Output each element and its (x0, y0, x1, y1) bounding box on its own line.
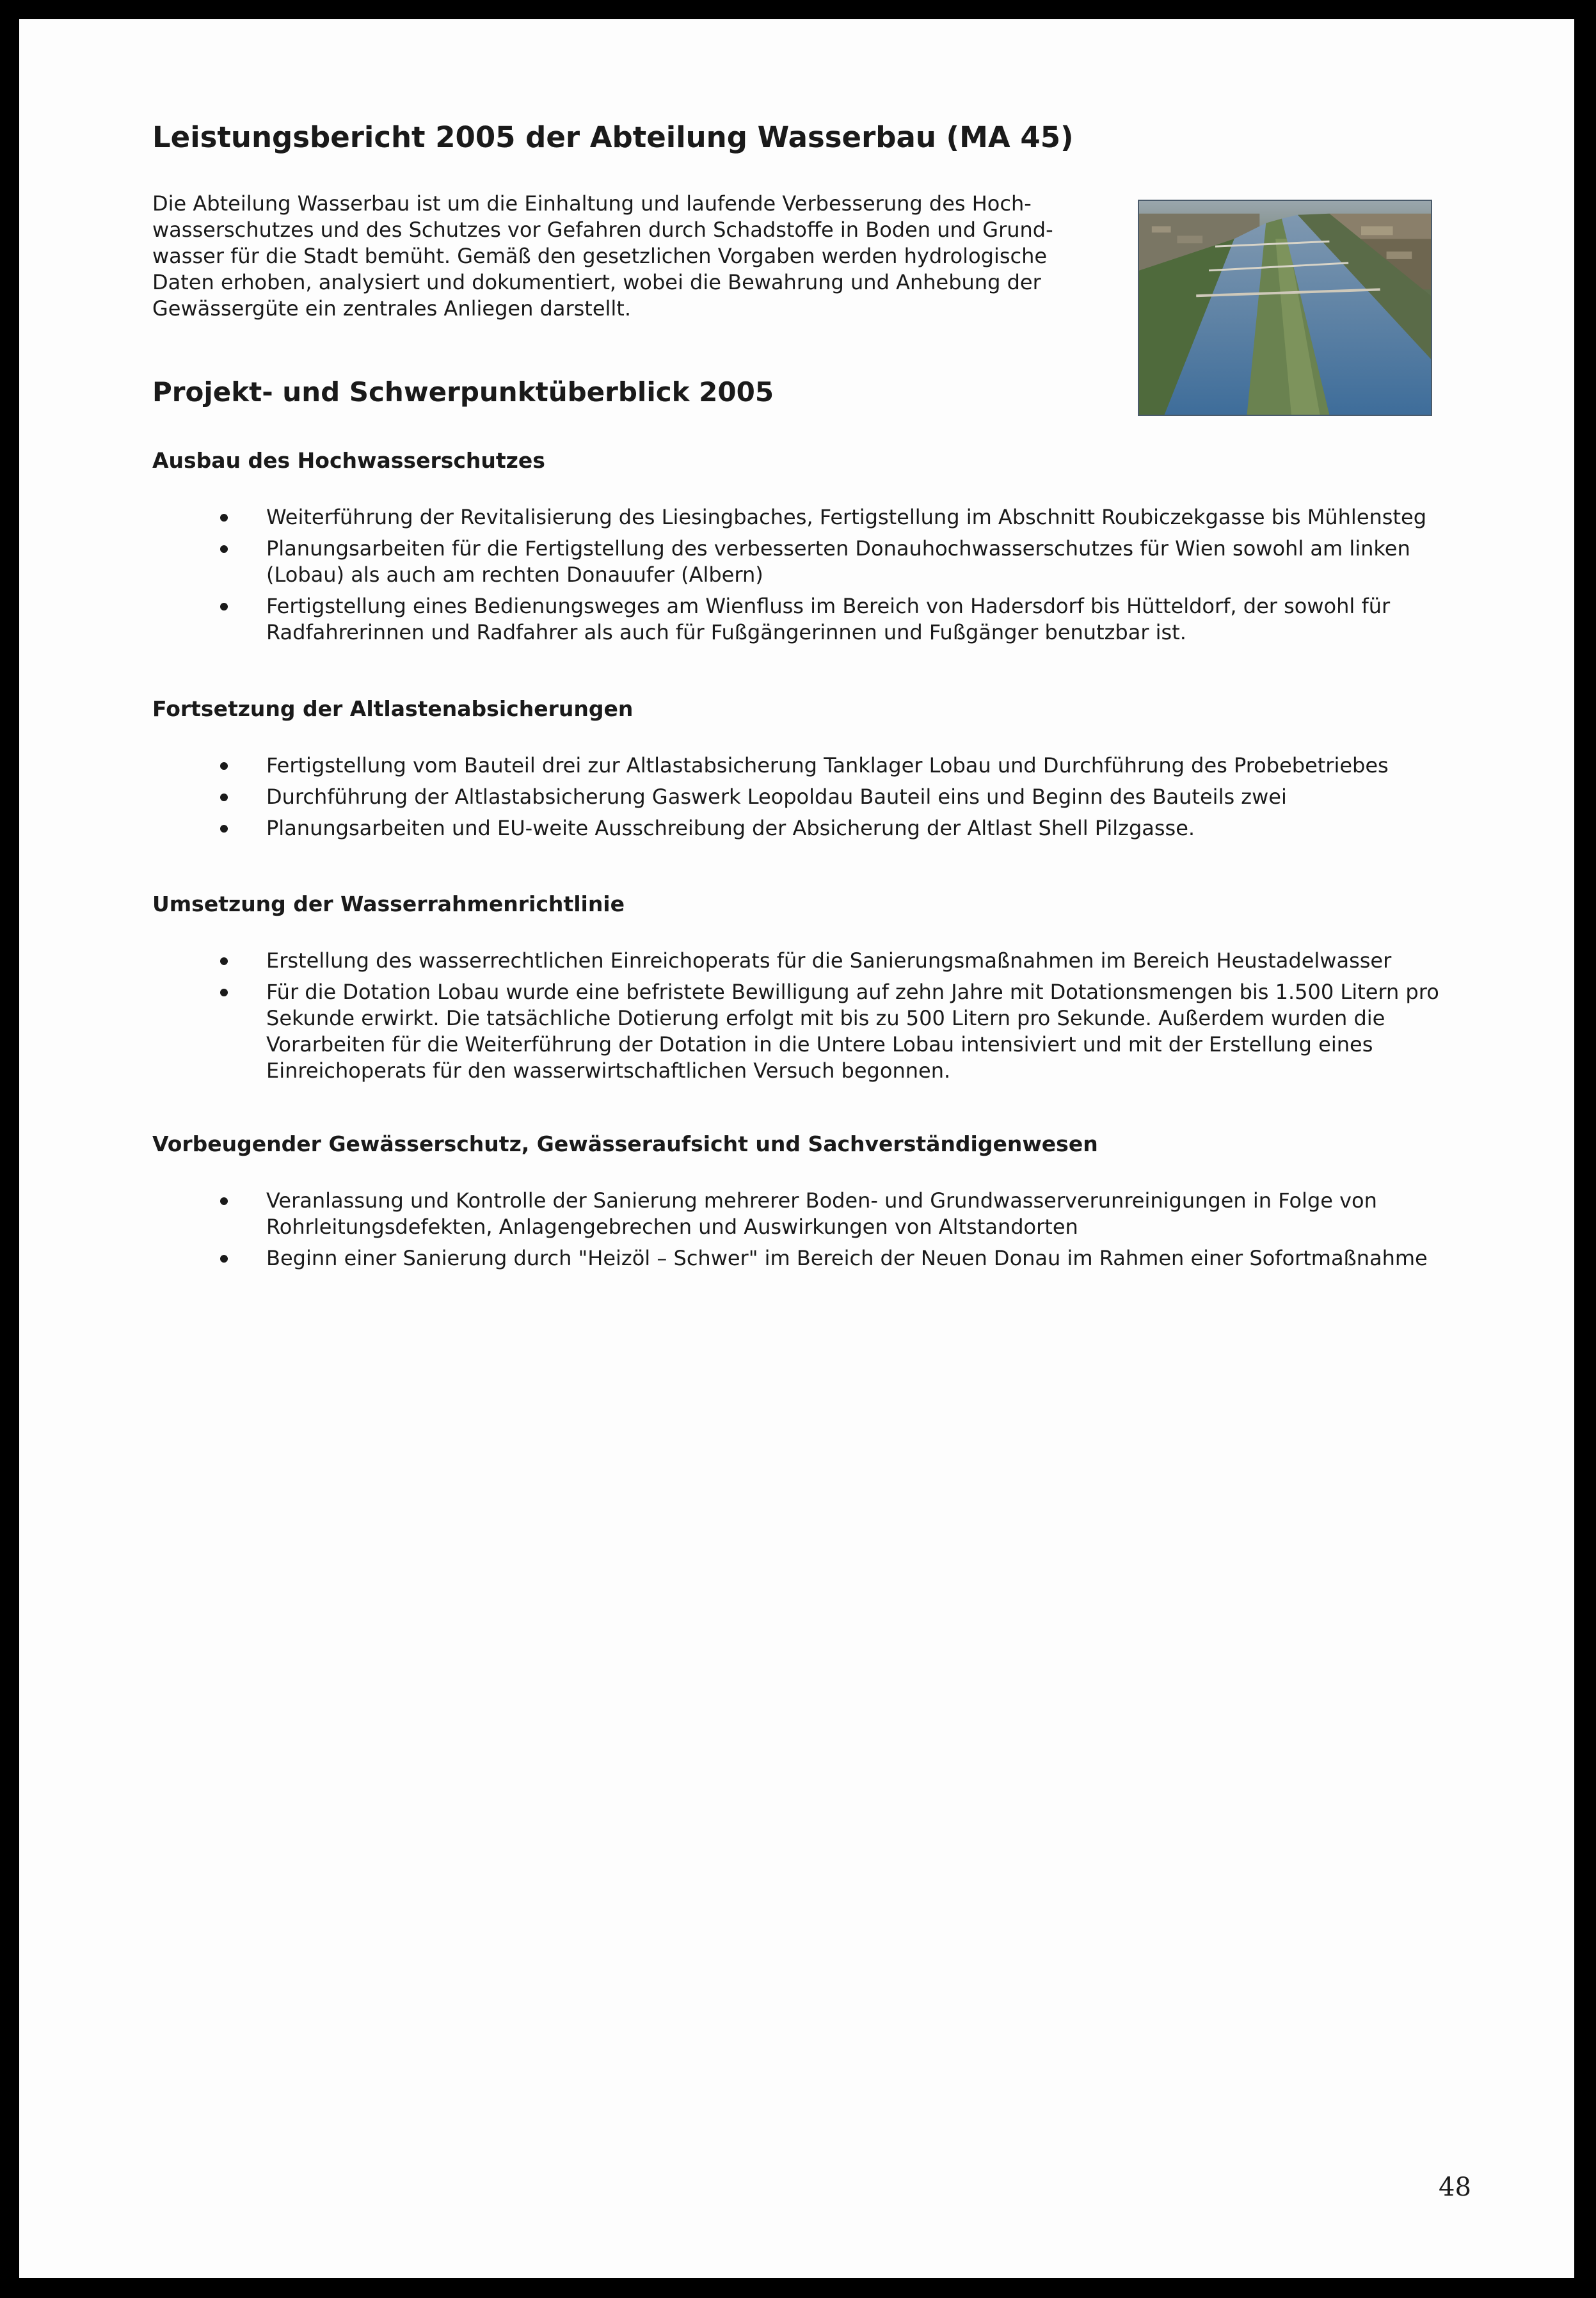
intro-paragraph: Die Abteilung Wasserbau ist um die Einhaltung und laufende Verbesserung des Hoch-wasserschutzes und des Schutzes vor Gefahren durch Schadstoffe in Boden und Grund-wasser für die Stadt bemüht. Gemäß den gesetzlichen Vorgaben werden hydrologische Daten erhoben, analysiert und dokumentiert, wobei die Bewahrung und Anhebung der Gewässergüte ein zentrales Anliegen darstellt. (152, 191, 1053, 321)
section-altlasten (152, 696, 1483, 847)
list-item: Veranlassung und Kontrolle der Sanierung mehrerer Boden- und Grundwasserverunreinigungen in Folge von Rohrleitungsdefekten, Anlagengebrechen und Auswirkungen von Altstandorten (152, 1188, 1483, 1240)
list-item: Für die Dotation Lobau wurde eine befristete Bewilligung auf zehn Jahre mit Dotationsmengen bis 1.500 Litern pro Sekunde erwirkt. Die tatsächliche Dotierung erfolgt mit bis zu 500 Litern pro Sekunde. Außerdem wurden die Vorarbeiten für die Weiterführung der Dotation in die Untere Lobau intensiviert und mit der Erstellung eines Einreichoperats für den wasserwirtschaftlichen Versuch begonnen. (152, 979, 1483, 1084)
section-wasserrahmenrichtlinie (152, 891, 1483, 1089)
list-item: Beginn einer Sanierung durch "Heizöl – Schwer" im Bereich der Neuen Donau im Rahmen einer Sofortmaßnahme (152, 1245, 1483, 1272)
section-heading: Vorbeugender Gewässerschutz, Gewässeraufsicht und Sachverständigenwesen (152, 1131, 1098, 1156)
bullet-icon (220, 957, 228, 965)
list-item: Fertigstellung eines Bedienungsweges am Wienfluss im Bereich von Hadersdorf bis Hütteldorf, der sowohl für Radfahrerinnen und Radfahrer als auch für Fußgängerinnen und Fußgänger benutzbar ist. (152, 593, 1483, 646)
list-item: Erstellung des wasserrechtlichen Einreichoperats für die Sanierungsmaßnahmen im Bereich Heustadelwasser (152, 948, 1483, 974)
section-subtitle: Projekt- und Schwerpunktüberblick 2005 (152, 376, 774, 408)
bullet-icon (220, 514, 228, 522)
bullet-icon (220, 1197, 228, 1205)
list-item: Fertigstellung vom Bauteil drei zur Altlastabsicherung Tanklager Lobau und Durchführung des Probebetriebes (152, 753, 1483, 779)
bullet-icon (220, 794, 228, 801)
bullet-icon (220, 545, 228, 553)
section-heading: Umsetzung der Wasserrahmenrichtlinie (152, 891, 625, 916)
bullet-icon (220, 825, 228, 833)
bullet-list (152, 1188, 1483, 1272)
list-item: Weiterführung der Revitalisierung des Liesingbaches, Fertigstellung im Abschnitt Roubiczekgasse bis Mühlensteg (152, 504, 1483, 531)
list-item: Durchführung der Altlastabsicherung Gaswerk Leopoldau Bauteil eins und Beginn des Bauteils zwei (152, 784, 1483, 810)
bullet-list (152, 753, 1483, 842)
section-heading: Ausbau des Hochwasserschutzes (152, 448, 545, 473)
section-heading: Fortsetzung der Altlastenabsicherungen (152, 696, 634, 721)
bullet-icon (220, 762, 228, 770)
aerial-photo-image (1139, 201, 1431, 415)
document-page (19, 19, 1574, 2278)
bullet-icon (220, 989, 228, 996)
page-number: 48 (1439, 2173, 1471, 2202)
bullet-list (152, 948, 1483, 1084)
bullet-icon (220, 1255, 228, 1263)
bullet-list (152, 504, 1483, 646)
page-title: Leistungsbericht 2005 der Abteilung Wasserbau (MA 45) (152, 120, 1074, 154)
list-item: Planungsarbeiten für die Fertigstellung des verbesserten Donauhochwasserschutzes für Wien sowohl am linken (Lobau) als auch am rechten Donauufer (Albern) (152, 536, 1483, 588)
section-gewaesserschutz (152, 1131, 1483, 1277)
list-item: Planungsarbeiten und EU-weite Ausschreibung der Absicherung der Altlast Shell Pilzgasse. (152, 815, 1483, 842)
bullet-icon (220, 603, 228, 610)
aerial-photo-danube (1138, 200, 1432, 416)
section-hochwasserschutz (152, 448, 1483, 651)
